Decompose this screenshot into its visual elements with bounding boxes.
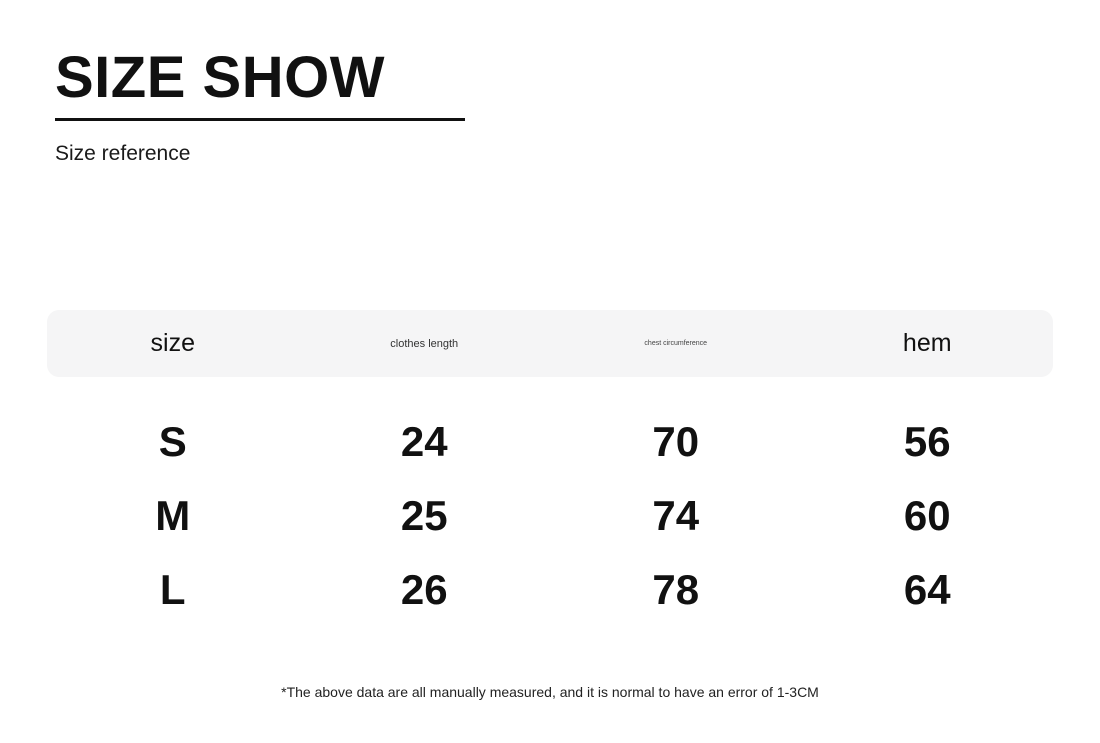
table-row-s [47,405,1053,479]
column-header-clothes-length: clothes length [390,337,459,350]
cell-clothes-length: 26 [400,566,448,613]
size-table-body [47,405,1053,627]
cell-chest-circumference: 70 [652,418,700,465]
page-subtitle: Size reference [55,142,191,165]
cell-hem: 56 [903,418,951,465]
title-underline [55,118,465,121]
size-table [47,310,1053,627]
cell-clothes-length: 25 [400,492,448,539]
measurement-footnote: *The above data are all manually measured, and it is normal to have an error of 1-3CM [281,684,819,700]
page-title: SIZE SHOW [55,45,385,110]
cell-chest-circumference: 74 [652,492,700,539]
table-row-m [47,479,1053,553]
cell-clothes-length: 24 [400,418,448,465]
column-header-hem: hem [902,329,952,357]
cell-size: L [159,566,186,613]
column-header-size: size [150,329,195,357]
size-table-header [47,310,1053,377]
cell-size: M [155,492,191,539]
cell-hem: 60 [903,492,951,539]
column-header-chest-circumference: chest circumference [644,340,708,347]
cell-chest-circumference: 78 [652,566,700,613]
table-row-l [47,553,1053,627]
cell-hem: 64 [903,566,951,613]
cell-size: S [158,418,187,465]
